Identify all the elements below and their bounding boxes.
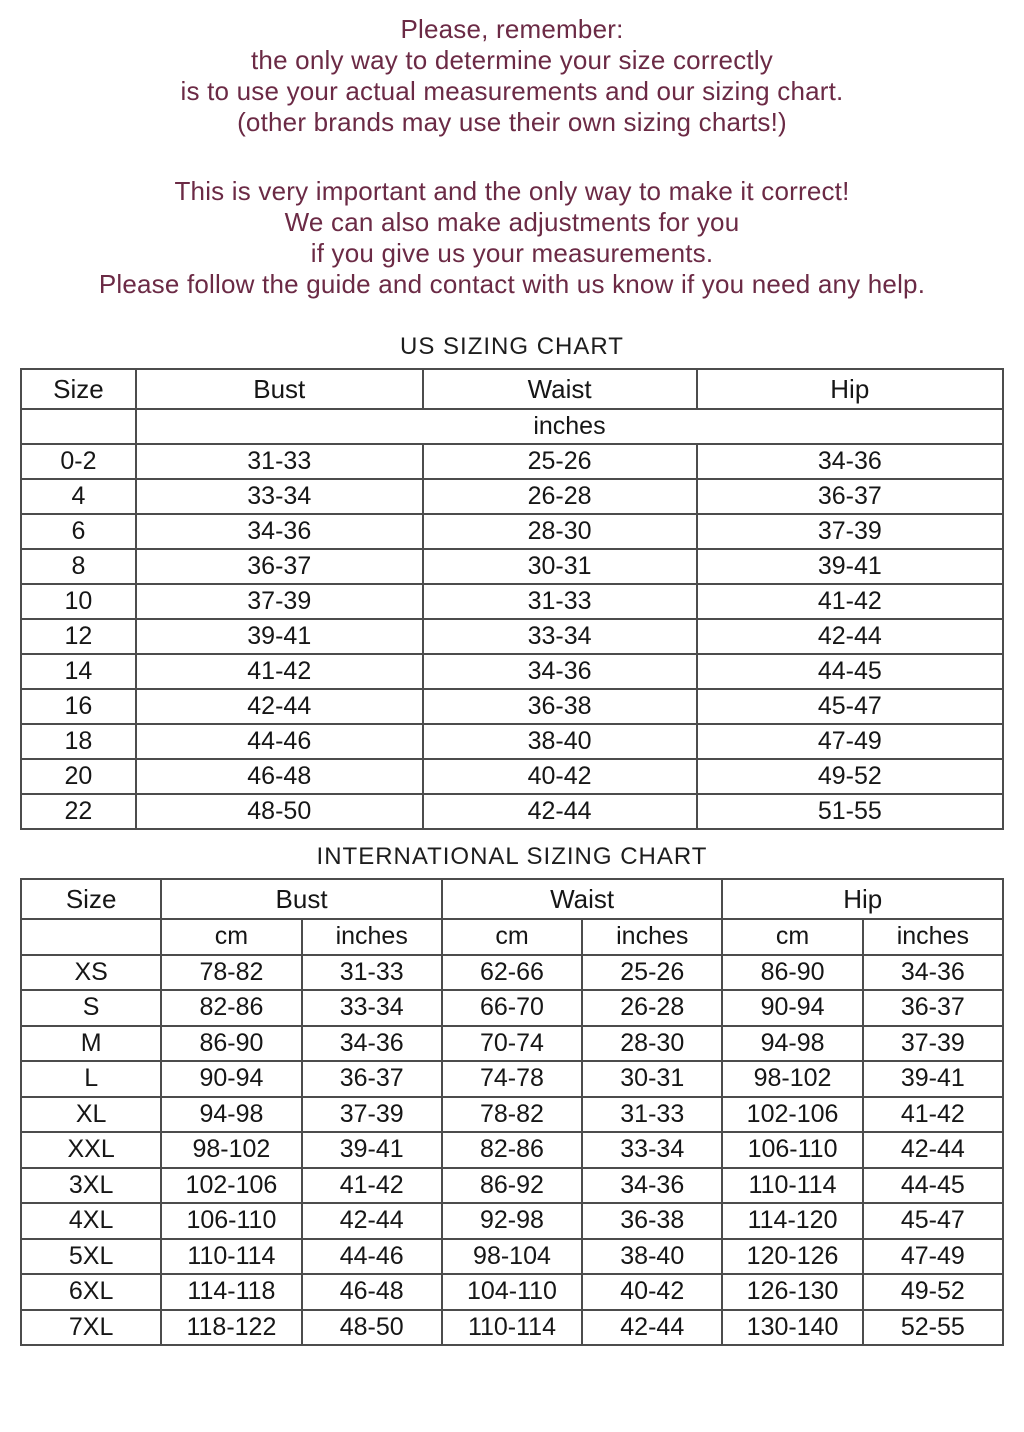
- table-cell: S: [21, 990, 161, 1026]
- table-cell: 34-36: [697, 444, 1003, 479]
- table-cell: 47-49: [697, 724, 1003, 759]
- table-row: [21, 1061, 1003, 1097]
- us-header-waist: Waist: [423, 369, 697, 409]
- table-cell: 106-110: [161, 1203, 301, 1239]
- table-cell: 42-44: [697, 619, 1003, 654]
- table-cell: 46-48: [302, 1274, 442, 1310]
- table-cell: 98-102: [722, 1061, 862, 1097]
- intro-text-block: [0, 0, 1024, 300]
- us-table-unit-row: [21, 409, 1003, 444]
- table-cell: 3XL: [21, 1168, 161, 1204]
- us-header-bust: Bust: [136, 369, 423, 409]
- intro-line: This is very important and the only way to make it correct!: [174, 176, 850, 206]
- table-cell: 14: [21, 654, 136, 689]
- intro-line: Please, remember:: [400, 14, 624, 44]
- table-cell: 36-37: [697, 479, 1003, 514]
- table-cell: 41-42: [697, 584, 1003, 619]
- table-cell: 31-33: [582, 1097, 722, 1133]
- table-cell: 90-94: [161, 1061, 301, 1097]
- table-cell: 110-114: [722, 1168, 862, 1204]
- table-cell: 52-55: [863, 1310, 1003, 1346]
- table-cell: 37-39: [863, 1026, 1003, 1062]
- us-unit-empty-cell: [21, 409, 136, 444]
- table-cell: M: [21, 1026, 161, 1062]
- table-cell: 51-55: [697, 794, 1003, 829]
- table-cell: 118-122: [161, 1310, 301, 1346]
- table-cell: 41-42: [302, 1168, 442, 1204]
- table-cell: 82-86: [161, 990, 301, 1026]
- table-cell: 70-74: [442, 1026, 582, 1062]
- intl-unit-hip-cm: cm: [722, 919, 862, 955]
- table-row: [21, 479, 1003, 514]
- intl-unit-bust-inches: inches: [302, 919, 442, 955]
- table-cell: 47-49: [863, 1239, 1003, 1275]
- intl-header-hip: Hip: [722, 879, 1003, 919]
- table-cell: 25-26: [423, 444, 697, 479]
- table-cell: 10: [21, 584, 136, 619]
- table-cell: 42-44: [582, 1310, 722, 1346]
- table-cell: 114-118: [161, 1274, 301, 1310]
- table-cell: 37-39: [136, 584, 423, 619]
- table-cell: 39-41: [697, 549, 1003, 584]
- table-cell: 36-37: [302, 1061, 442, 1097]
- table-row: [21, 619, 1003, 654]
- table-row: [21, 654, 1003, 689]
- intl-chart-title: INTERNATIONAL SIZING CHART: [316, 843, 708, 870]
- table-cell: 39-41: [302, 1132, 442, 1168]
- intro-line: the only way to determine your size correctly: [251, 45, 773, 75]
- intl-unit-waist-cm: cm: [442, 919, 582, 955]
- table-cell: 46-48: [136, 759, 423, 794]
- table-cell: 66-70: [442, 990, 582, 1026]
- table-cell: 45-47: [863, 1203, 1003, 1239]
- table-cell: 48-50: [302, 1310, 442, 1346]
- table-cell: 41-42: [136, 654, 423, 689]
- table-cell: 42-44: [863, 1132, 1003, 1168]
- intl-unit-waist-inches: inches: [582, 919, 722, 955]
- table-cell: 31-33: [136, 444, 423, 479]
- table-cell: 86-92: [442, 1168, 582, 1204]
- table-row: [21, 1203, 1003, 1239]
- intl-unit-empty-cell: [21, 919, 161, 955]
- intl-header-waist: Waist: [442, 879, 723, 919]
- table-cell: 34-36: [302, 1026, 442, 1062]
- table-cell: 42-44: [423, 794, 697, 829]
- table-cell: 20: [21, 759, 136, 794]
- table-cell: 26-28: [582, 990, 722, 1026]
- table-cell: 36-38: [582, 1203, 722, 1239]
- table-cell: 12: [21, 619, 136, 654]
- table-cell: 102-106: [722, 1097, 862, 1133]
- table-cell: 4: [21, 479, 136, 514]
- table-cell: 34-36: [582, 1168, 722, 1204]
- table-cell: 42-44: [136, 689, 423, 724]
- us-chart-title: US SIZING CHART: [400, 333, 624, 360]
- intl-unit-hip-inches: inches: [863, 919, 1003, 955]
- table-cell: 45-47: [697, 689, 1003, 724]
- table-cell: 36-38: [423, 689, 697, 724]
- table-cell: 94-98: [722, 1026, 862, 1062]
- table-cell: 90-94: [722, 990, 862, 1026]
- table-cell: 44-45: [697, 654, 1003, 689]
- intl-sizing-table: [20, 878, 1004, 1346]
- table-row: [21, 990, 1003, 1026]
- table-cell: 104-110: [442, 1274, 582, 1310]
- table-cell: 26-28: [423, 479, 697, 514]
- table-cell: 42-44: [302, 1203, 442, 1239]
- table-row: [21, 955, 1003, 991]
- table-cell: 62-66: [442, 955, 582, 991]
- table-row: [21, 1097, 1003, 1133]
- table-cell: 126-130: [722, 1274, 862, 1310]
- table-cell: 82-86: [442, 1132, 582, 1168]
- us-sizing-table: [20, 368, 1004, 830]
- table-cell: 16: [21, 689, 136, 724]
- table-cell: 8: [21, 549, 136, 584]
- table-cell: 5XL: [21, 1239, 161, 1275]
- intro-line: (other brands may use their own sizing charts!): [237, 107, 787, 137]
- table-cell: 22: [21, 794, 136, 829]
- us-header-size: Size: [21, 369, 136, 409]
- table-cell: 40-42: [582, 1274, 722, 1310]
- table-cell: 39-41: [863, 1061, 1003, 1097]
- intl-table-unit-row: [21, 919, 1003, 955]
- intl-unit-bust-cm: cm: [161, 919, 301, 955]
- table-cell: 110-114: [161, 1239, 301, 1275]
- table-row: [21, 1310, 1003, 1346]
- table-row: [21, 514, 1003, 549]
- table-cell: XS: [21, 955, 161, 991]
- table-cell: 36-37: [136, 549, 423, 584]
- table-cell: 94-98: [161, 1097, 301, 1133]
- table-cell: 0-2: [21, 444, 136, 479]
- table-cell: 44-46: [302, 1239, 442, 1275]
- table-cell: 33-34: [582, 1132, 722, 1168]
- table-cell: 106-110: [722, 1132, 862, 1168]
- table-cell: 74-78: [442, 1061, 582, 1097]
- table-cell: 98-104: [442, 1239, 582, 1275]
- table-row: [21, 689, 1003, 724]
- table-cell: 92-98: [442, 1203, 582, 1239]
- us-table-body: [21, 444, 1003, 829]
- table-row: [21, 759, 1003, 794]
- table-cell: 33-34: [423, 619, 697, 654]
- table-row: [21, 1239, 1003, 1275]
- table-cell: 78-82: [442, 1097, 582, 1133]
- table-cell: 37-39: [302, 1097, 442, 1133]
- paragraph-gap: [0, 138, 1024, 176]
- table-cell: 102-106: [161, 1168, 301, 1204]
- table-cell: 49-52: [863, 1274, 1003, 1310]
- table-cell: 28-30: [582, 1026, 722, 1062]
- table-cell: 6: [21, 514, 136, 549]
- intro-line: Please follow the guide and contact with us know if you need any help.: [98, 269, 926, 299]
- intro-line: We can also make adjustments for you: [284, 207, 740, 237]
- table-cell: 44-46: [136, 724, 423, 759]
- intl-table-body: [21, 955, 1003, 1346]
- table-cell: 98-102: [161, 1132, 301, 1168]
- intl-header-bust: Bust: [161, 879, 442, 919]
- table-cell: 18: [21, 724, 136, 759]
- table-cell: XXL: [21, 1132, 161, 1168]
- table-cell: L: [21, 1061, 161, 1097]
- table-cell: 30-31: [582, 1061, 722, 1097]
- table-cell: 38-40: [582, 1239, 722, 1275]
- table-cell: 7XL: [21, 1310, 161, 1346]
- table-cell: 49-52: [697, 759, 1003, 794]
- intro-line: if you give us your measurements.: [310, 238, 714, 268]
- table-cell: 86-90: [722, 955, 862, 991]
- table-row: [21, 1274, 1003, 1310]
- table-row: [21, 1168, 1003, 1204]
- table-cell: 31-33: [423, 584, 697, 619]
- table-cell: 28-30: [423, 514, 697, 549]
- table-cell: 34-36: [423, 654, 697, 689]
- table-cell: 37-39: [697, 514, 1003, 549]
- table-cell: 25-26: [582, 955, 722, 991]
- table-cell: 36-37: [863, 990, 1003, 1026]
- table-row: [21, 794, 1003, 829]
- table-cell: 34-36: [863, 955, 1003, 991]
- table-cell: 6XL: [21, 1274, 161, 1310]
- table-cell: 31-33: [302, 955, 442, 991]
- table-row: [21, 549, 1003, 584]
- table-cell: 130-140: [722, 1310, 862, 1346]
- table-cell: 114-120: [722, 1203, 862, 1239]
- table-cell: XL: [21, 1097, 161, 1133]
- table-row: [21, 584, 1003, 619]
- intro-line: is to use your actual measurements and our sizing chart.: [180, 76, 844, 106]
- table-cell: 41-42: [863, 1097, 1003, 1133]
- table-cell: 44-45: [863, 1168, 1003, 1204]
- table-cell: 78-82: [161, 955, 301, 991]
- table-cell: 34-36: [136, 514, 423, 549]
- us-header-hip: Hip: [697, 369, 1003, 409]
- table-cell: 40-42: [423, 759, 697, 794]
- table-cell: 4XL: [21, 1203, 161, 1239]
- us-unit-inches-cell: inches: [136, 409, 1003, 444]
- table-cell: 30-31: [423, 549, 697, 584]
- table-cell: 48-50: [136, 794, 423, 829]
- table-cell: 38-40: [423, 724, 697, 759]
- table-cell: 33-34: [136, 479, 423, 514]
- intl-header-size: Size: [21, 879, 161, 919]
- us-table-header-row: [21, 369, 1003, 409]
- table-row: [21, 1132, 1003, 1168]
- table-row: [21, 724, 1003, 759]
- intl-table-header-row: [21, 879, 1003, 919]
- table-cell: 120-126: [722, 1239, 862, 1275]
- table-cell: 39-41: [136, 619, 423, 654]
- table-row: [21, 1026, 1003, 1062]
- table-cell: 86-90: [161, 1026, 301, 1062]
- table-cell: 33-34: [302, 990, 442, 1026]
- table-cell: 110-114: [442, 1310, 582, 1346]
- table-row: [21, 444, 1003, 479]
